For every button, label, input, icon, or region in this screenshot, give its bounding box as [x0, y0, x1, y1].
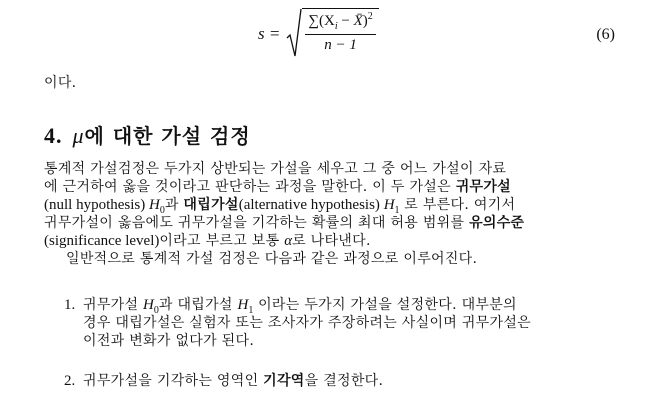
equation-number: (6): [596, 26, 615, 43]
radical-sign-icon: [286, 8, 302, 60]
paragraph-line: (null hypothesis) $H_0$과 대립가설(alternative hypothesis) $H_1$ 로 부른다. 여기서: [44, 197, 516, 216]
list-item-content: [83, 372, 383, 390]
paragraph-line: 일반적으로 통계적 가설 검정은 다음과 같은 과정으로 이루어진다.: [66, 251, 478, 267]
term-significance-level: 유의수준: [469, 215, 525, 231]
mu-symbol: μ: [72, 123, 85, 148]
std-dev-equation: [258, 8, 379, 60]
paragraph-definitions: [44, 160, 624, 268]
section-heading: [44, 120, 251, 149]
equation-line: [0, 8, 659, 60]
equation-lhs: s =: [258, 24, 281, 43]
list-line: 귀무가설 $H_0$과 대립가설 $H_1$ 이라는 두가지 가설을 설정한다. 대부분의: [83, 297, 517, 316]
fraction-denominator: n − 1: [324, 37, 357, 53]
fraction: [305, 11, 375, 54]
paragraph-line: 귀무가설이 옳음에도 귀무가설을 기각하는 확률의 최대 허용 범위를 유의수준: [44, 215, 525, 231]
radicand: [302, 8, 378, 60]
after-equation-text: 이다.: [44, 75, 77, 91]
section-number: 4.: [44, 123, 63, 148]
list-line: 귀무가설을 기각하는 영역인 기각역을 결정한다.: [83, 373, 384, 389]
paragraph-line: (significance level)이라고 부르고 보통 α로 나타낸다.: [44, 233, 371, 249]
list-item-content: [83, 296, 531, 350]
list-line: 이전과 변화가 없다가 된다.: [83, 333, 255, 349]
list-line: 경우 대립가설은 실험자 또는 조사자가 주장하려는 사실이며 귀무가설은: [83, 315, 531, 331]
paragraph-line: 통계적 가설검정은 두가지 상반되는 가설을 세우고 그 중 어느 가설이 자료: [44, 161, 507, 177]
term-alternative-hypothesis: 대립가설: [183, 197, 239, 213]
term-rejection-region: 기각역: [263, 373, 305, 389]
fraction-numerator: $\sum(X_i$ − X̄)$^2$: [305, 11, 375, 35]
paragraph-line: 에 근거하여 옳을 것이라고 판단하는 과정을 말한다. 이 두 가설은 귀무가설: [44, 179, 511, 195]
section-title: 에 대한 가설 검정: [84, 124, 251, 148]
term-null-hypothesis: 귀무가설: [455, 179, 511, 195]
list-marker: 1.: [64, 297, 76, 313]
square-root: [286, 8, 378, 60]
list-marker: 2.: [64, 373, 76, 389]
